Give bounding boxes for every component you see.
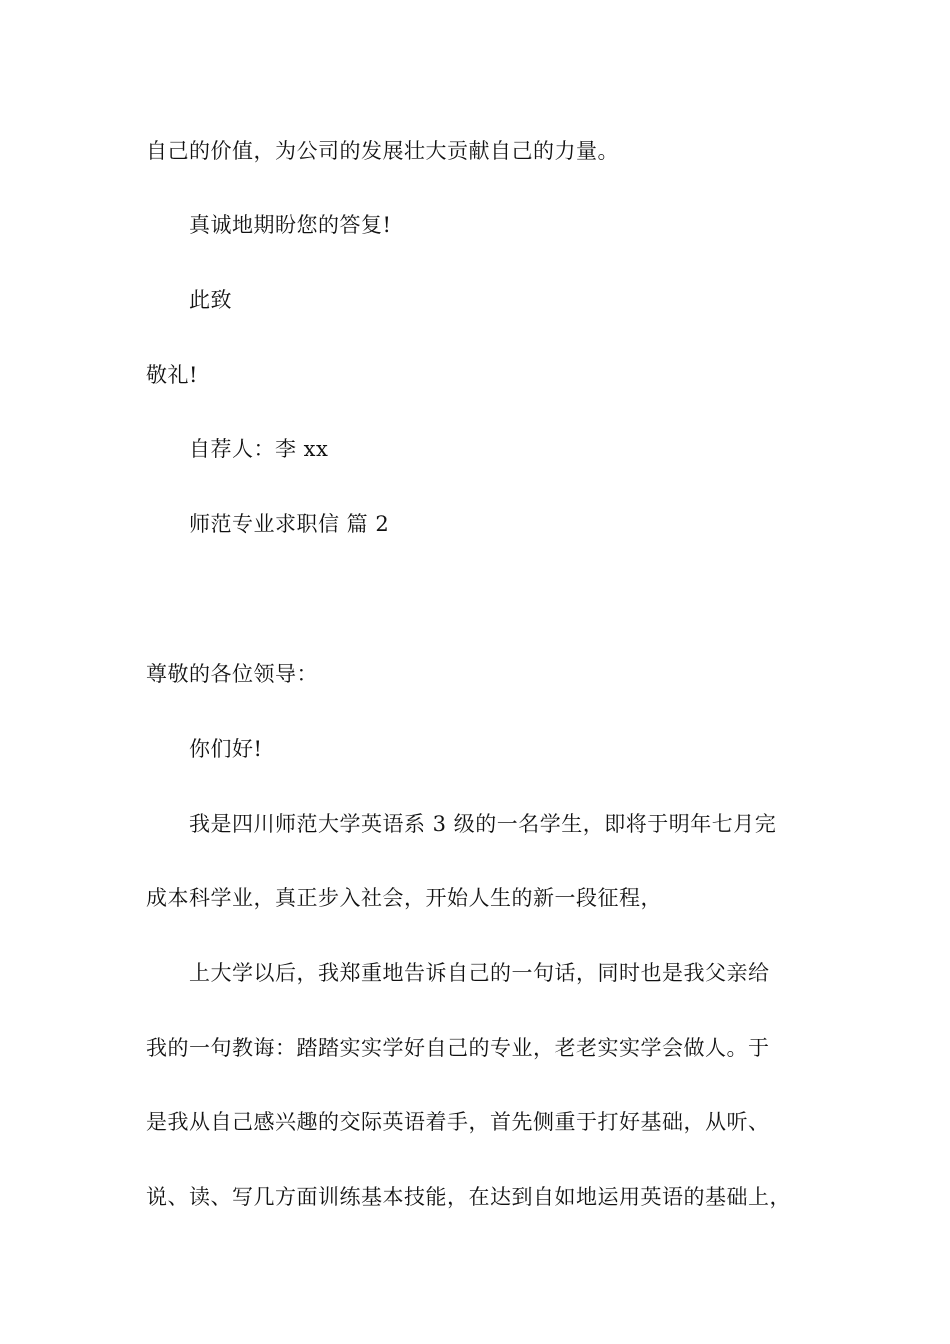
paragraph-line: 成本科学业，真正步入社会，开始人生的新一段征程， <box>146 886 662 910</box>
signature-line: 自荐人：李 xx <box>189 437 329 461</box>
salutation-close: 此致 <box>189 288 232 312</box>
salutation-close-2: 敬礼! <box>146 363 198 387</box>
greeting-2: 你们好! <box>189 737 263 761</box>
paragraph-line: 上大学以后，我郑重地告诉自己的一句话，同时也是我父亲给 <box>189 961 770 985</box>
paragraph-line: 说、读、写几方面训练基本技能，在达到自如地运用英语的基础上， <box>146 1185 791 1209</box>
paragraph-line: 是我从自己感兴趣的交际英语着手，首先侧重于打好基础，从听、 <box>146 1110 770 1134</box>
closing-remark: 真诚地期盼您的答复! <box>189 213 392 237</box>
section-heading: 师范专业求职信 篇 2 <box>189 512 390 536</box>
paragraph-line: 我是四川师范大学英语系 3 级的一名学生，即将于明年七月完 <box>189 812 777 836</box>
greeting: 尊敬的各位领导： <box>146 662 318 686</box>
paragraph-line: 我的一句教诲：踏踏实实学好自己的专业，老老实实学会做人。于 <box>146 1036 770 1060</box>
paragraph-line: 自己的价值，为公司的发展壮大贡献自己的力量。 <box>146 139 619 163</box>
